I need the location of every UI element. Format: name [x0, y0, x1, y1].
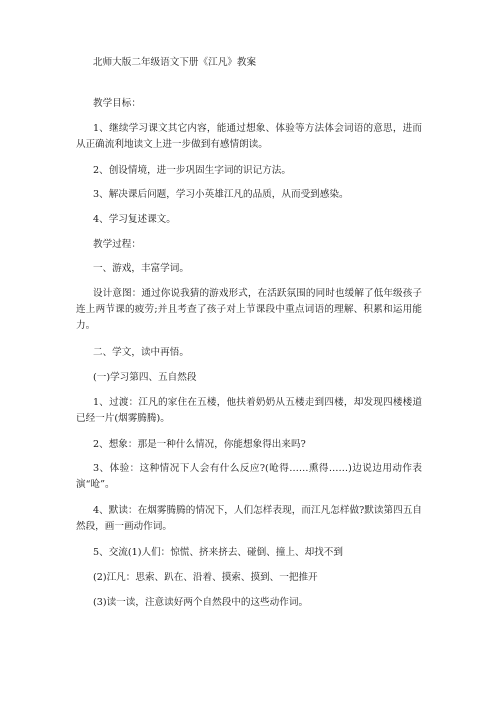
step-5-sub-2: (2)江凡：思索、趴在、沿着、摸索、摸到、一把推开	[93, 572, 318, 583]
goal-item-3: 3、解决课后问题，学习小英雄江凡的品质，从而受到感染。	[93, 189, 349, 200]
subsection-heading-1: (一)学习第四、五自然段	[93, 372, 197, 383]
goal-item-1	[76, 121, 422, 153]
goal-item-1-text: 1、继续学习课文其它内容，能通过想象、体验等方法体会词语的意思，进而从正确流利地读文上进一步做到有感情朗读。	[76, 123, 422, 150]
step-3	[76, 461, 422, 493]
section-heading-1: 一、游戏，丰富学词。	[93, 263, 189, 274]
goals-heading: 教学目标：	[93, 98, 141, 109]
step-1-text: 1、过渡：江凡的家住在五楼，他扶着奶奶从五楼走到四楼，却发现四楼楼道已经一片(烟雾腾腾)。	[76, 397, 422, 424]
step-3-text: 3、体验：这种情况下人会有什么反应?(呛得……熏得……)边说边用动作表演“呛”。	[76, 463, 422, 490]
document-title: 北师大版二年级语文下册《江凡》教案	[93, 57, 257, 68]
step-4	[76, 503, 422, 535]
step-5: 5、交流(1)人们：惊慌、挤来挤去、碰倒、撞上、却找不到	[93, 547, 343, 558]
design-intent-text: 设计意图：通过你说我猜的游戏形式，在活跃氛围的同时也缓解了低年级孩子连上两节课的疲劳;并且考查了孩子对上节课段中重点词语的理解、积累和运用能力。	[76, 288, 422, 331]
step-1	[76, 395, 422, 427]
step-5-sub-3: (3)读一读，注意读好两个自然段中的这些动作词。	[93, 597, 309, 608]
process-heading: 教学过程：	[93, 239, 141, 250]
goal-item-2: 2、创设情境，进一步巩固生字词的识记方法。	[93, 165, 291, 176]
design-intent	[76, 286, 422, 334]
goal-item-4: 4、学习复述课文。	[93, 214, 176, 225]
step-4-text: 4、默读：在烟雾腾腾的情况下，人们怎样表现，而江凡怎样做?默读第四五自然段，画一画动作词。	[76, 505, 422, 532]
step-2: 2、想象：那是一种什么情况，你能想象得出来吗?	[93, 439, 306, 450]
section-heading-2: 二、学文，读中再悟。	[93, 347, 189, 358]
